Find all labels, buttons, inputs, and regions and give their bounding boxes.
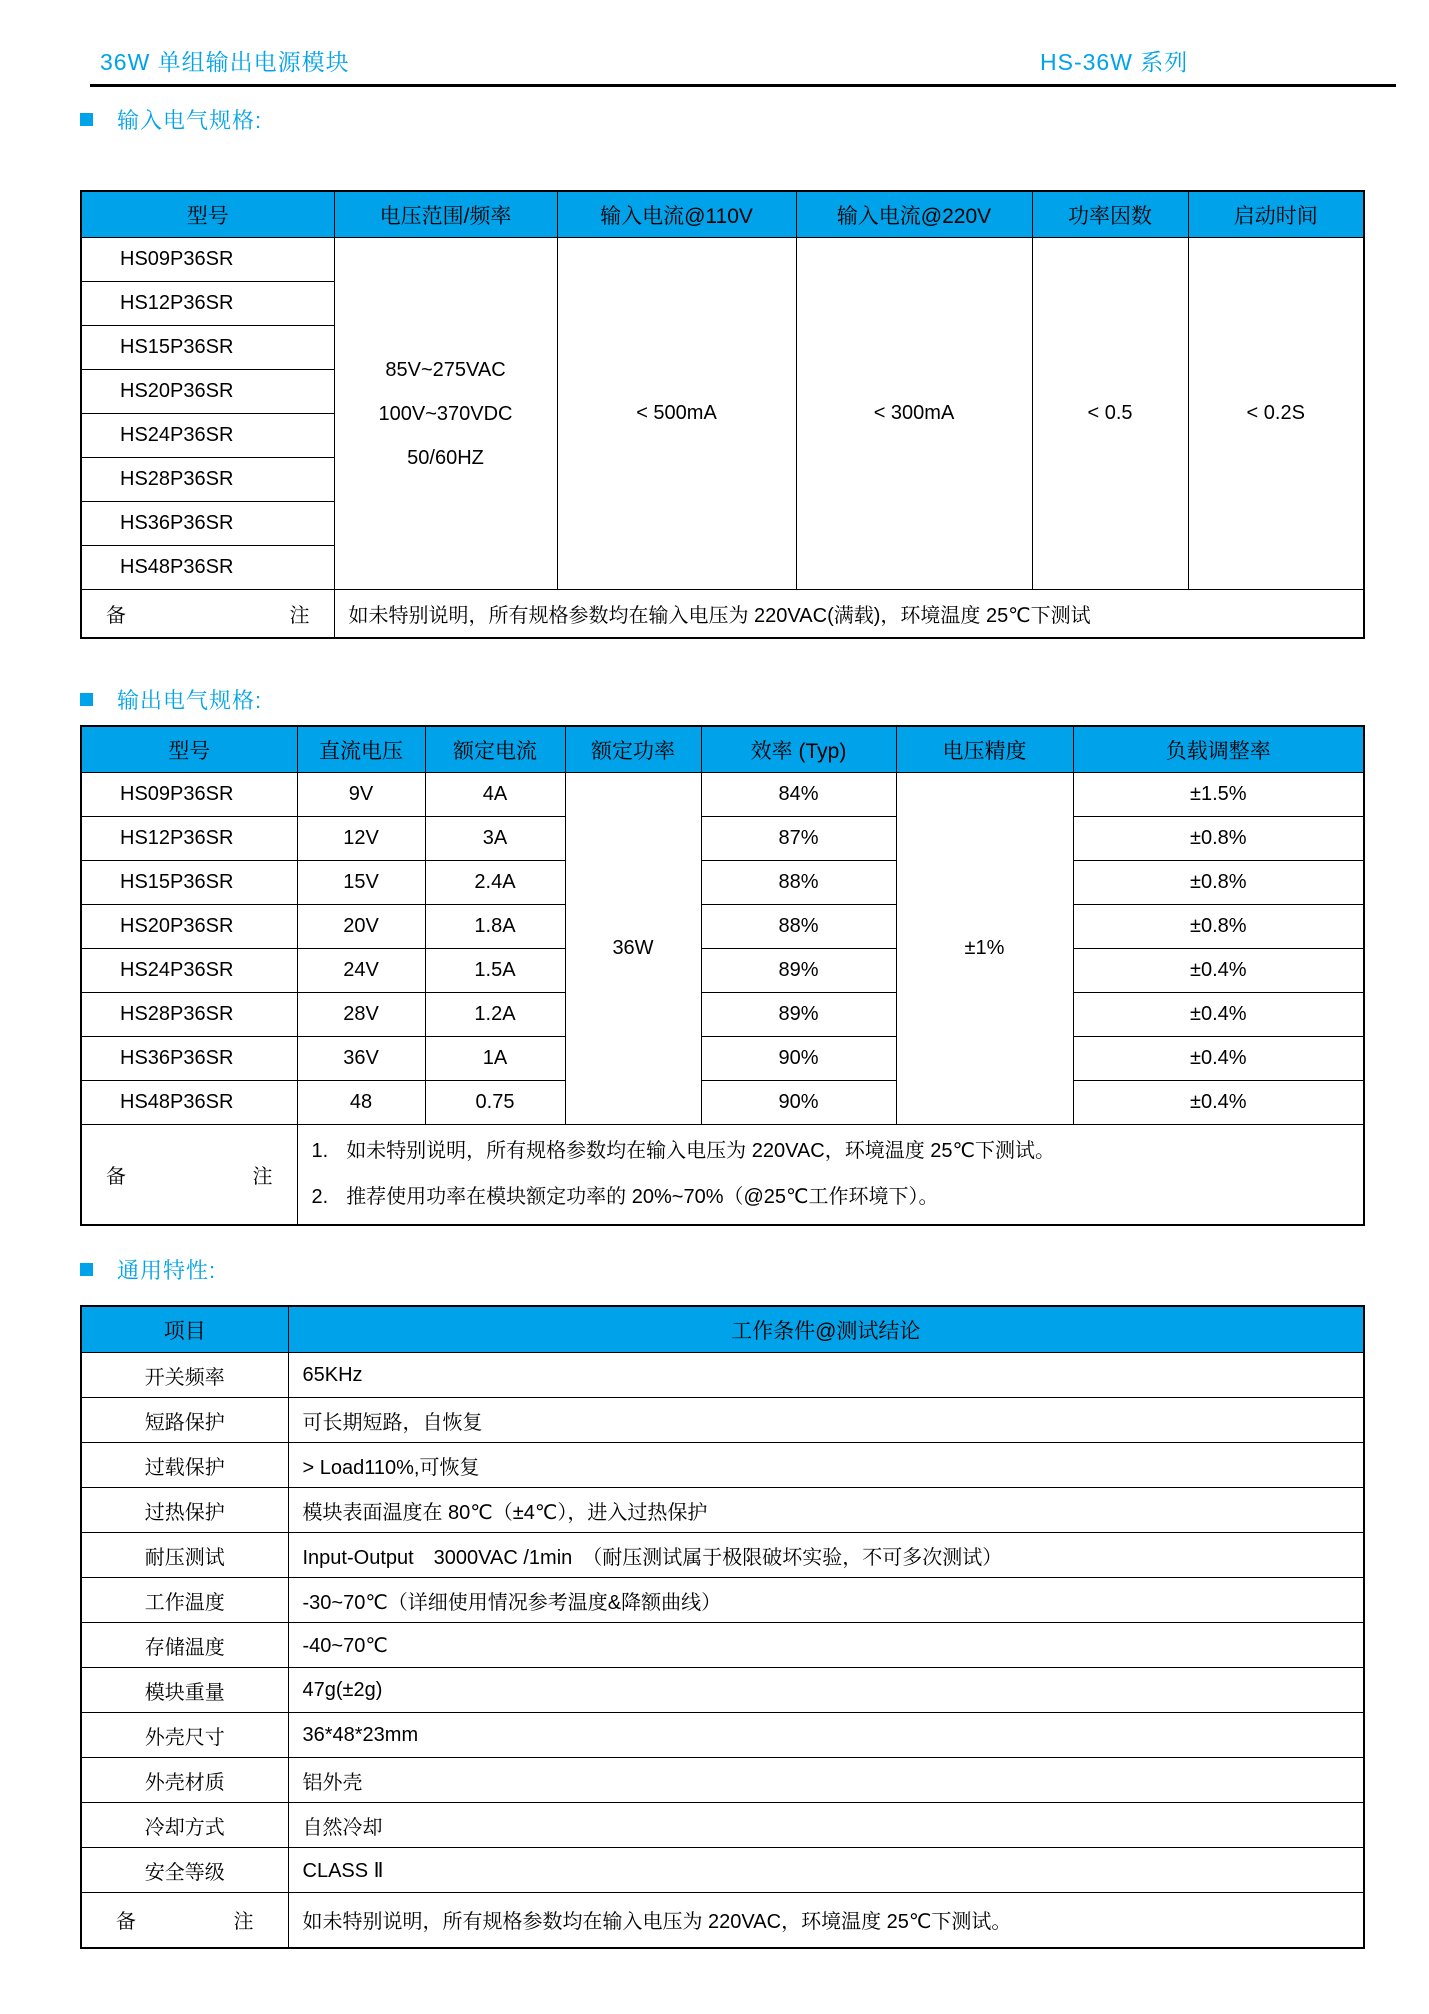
load-regulation-cell: ±0.8%	[1073, 905, 1364, 949]
voltage-range-line: 85V~275VAC	[385, 358, 506, 381]
dc-voltage-cell: 48	[297, 1081, 425, 1125]
rated-current-cell: 1.2A	[425, 993, 565, 1037]
note-text: 如未特别说明，所有规格参数均在输入电压为 220VAC，环境温度 25℃下测试。	[346, 1140, 1056, 1163]
efficiency-cell: 90%	[701, 1037, 896, 1081]
load-regulation-cell: ±0.4%	[1073, 1037, 1364, 1081]
header-model: 型号	[81, 726, 297, 773]
efficiency-cell: 88%	[701, 861, 896, 905]
note-row	[81, 1893, 1364, 1948]
item-cell: 安全等级	[81, 1848, 288, 1893]
voltage-range-cell	[334, 238, 557, 590]
load-regulation-cell: ±0.4%	[1073, 993, 1364, 1037]
value-cell: -30~70℃（详细使用情况参考温度&降额曲线）	[288, 1578, 1364, 1623]
item-cell: 耐压测试	[81, 1533, 288, 1578]
table-row	[81, 238, 1364, 282]
section-title-general-characteristics	[80, 1254, 216, 1285]
square-bullet-icon	[80, 113, 93, 126]
table-row	[81, 905, 1364, 949]
header-load-regulation: 负载调整率	[1073, 726, 1364, 773]
rated-current-cell: 2.4A	[425, 861, 565, 905]
header-input-current-110v: 输入电流@110V	[557, 191, 796, 238]
value-cell: 可长期短路，自恢复	[288, 1398, 1364, 1443]
note-text-cell: 如未特别说明，所有规格参数均在输入电压为 220VAC(满载)，环境温度 25℃下测试	[334, 590, 1364, 638]
model-cell: HS36P36SR	[81, 1037, 297, 1081]
note-label-char: 备	[106, 604, 126, 627]
table-row	[81, 949, 1364, 993]
header-rated-power: 额定功率	[565, 726, 701, 773]
note-label-char: 注	[289, 604, 310, 627]
item-cell: 短路保护	[81, 1398, 288, 1443]
load-regulation-cell: ±0.4%	[1073, 949, 1364, 993]
item-cell: 存储温度	[81, 1623, 288, 1668]
efficiency-cell: 84%	[701, 773, 896, 817]
page-title-right: HS-36W 系列	[1040, 49, 1189, 75]
item-cell: 过热保护	[81, 1488, 288, 1533]
note-label-char: 注	[252, 1165, 273, 1188]
note-label-char: 备	[116, 1911, 136, 1934]
note-label-cell	[81, 590, 334, 638]
section-title-label: 输出电气规格:	[117, 688, 263, 713]
rated-current-cell: 3A	[425, 817, 565, 861]
model-cell: HS20P36SR	[81, 905, 297, 949]
header-rule	[90, 84, 1396, 87]
item-cell: 过载保护	[81, 1443, 288, 1488]
dc-voltage-cell: 28V	[297, 993, 425, 1037]
note-label-char: 注	[233, 1911, 254, 1934]
efficiency-cell: 89%	[701, 949, 896, 993]
item-cell: 模块重量	[81, 1668, 288, 1713]
header-power-factor: 功率因数	[1032, 191, 1188, 238]
power-factor-cell: < 0.5	[1032, 238, 1188, 590]
table-row	[81, 1848, 1364, 1893]
model-cell: HS20P36SR	[81, 370, 334, 414]
rated-current-cell: 1.5A	[425, 949, 565, 993]
general-characteristics-table	[80, 1305, 1365, 1949]
value-cell: CLASS Ⅱ	[288, 1848, 1364, 1893]
value-cell: > Load110%,可恢复	[288, 1443, 1364, 1488]
table-header-row	[81, 1306, 1364, 1353]
table-header-row	[81, 191, 1364, 238]
header-voltage-range: 电压范围/频率	[334, 191, 557, 238]
dc-voltage-cell: 9V	[297, 773, 425, 817]
dc-voltage-cell: 20V	[297, 905, 425, 949]
voltage-range-line: 100V~370VDC	[378, 402, 513, 425]
note-text-cell	[297, 1125, 1364, 1225]
value-cell: 铝外壳	[288, 1758, 1364, 1803]
table-row	[81, 817, 1364, 861]
value-cell: 36*48*23mm	[288, 1713, 1364, 1758]
note-line	[298, 1128, 1364, 1174]
value-cell: 47g(±2g)	[288, 1668, 1364, 1713]
item-cell: 外壳尺寸	[81, 1713, 288, 1758]
note-label-char: 备	[106, 1165, 126, 1188]
header-startup-time: 启动时间	[1188, 191, 1364, 238]
efficiency-cell: 88%	[701, 905, 896, 949]
voltage-range-line: 50/60HZ	[407, 446, 484, 469]
item-cell: 冷却方式	[81, 1803, 288, 1848]
model-cell: HS24P36SR	[81, 414, 334, 458]
value-cell: -40~70℃	[288, 1623, 1364, 1668]
input-spec-table	[80, 190, 1365, 639]
header-model: 型号	[81, 191, 334, 238]
load-regulation-cell: ±0.4%	[1073, 1081, 1364, 1125]
model-cell: HS48P36SR	[81, 546, 334, 590]
table-row	[81, 1398, 1364, 1443]
header-efficiency: 效率 (Typ)	[701, 726, 896, 773]
square-bullet-icon	[80, 693, 93, 706]
note-number: 1.	[311, 1140, 329, 1163]
model-cell: HS09P36SR	[81, 773, 297, 817]
rated-current-cell: 1.8A	[425, 905, 565, 949]
section-title-input-spec	[80, 104, 262, 135]
item-cell: 工作温度	[81, 1578, 288, 1623]
table-row	[81, 1668, 1364, 1713]
dc-voltage-cell: 12V	[297, 817, 425, 861]
note-row	[81, 590, 1364, 638]
rated-current-cell: 1A	[425, 1037, 565, 1081]
section-title-label: 输入电气规格:	[117, 108, 263, 133]
note-label-cell	[81, 1893, 288, 1948]
item-cell: 开关频率	[81, 1353, 288, 1398]
square-bullet-icon	[80, 1263, 93, 1276]
note-text: 推荐使用功率在模块额定功率的 20%~70%（@25℃工作环境下）。	[346, 1186, 939, 1209]
model-cell: HS15P36SR	[81, 861, 297, 905]
model-cell: HS12P36SR	[81, 282, 334, 326]
value-cell: Input-Output 3000VAC /1min （耐压测试属于极限破坏实验，不可多次测试）	[288, 1533, 1364, 1578]
table-row	[81, 1623, 1364, 1668]
header-rated-current: 额定电流	[425, 726, 565, 773]
input-current-110v-cell: < 500mA	[557, 238, 796, 590]
table-row	[81, 1037, 1364, 1081]
table-header-row	[81, 726, 1364, 773]
voltage-precision-cell: ±1%	[896, 773, 1073, 1125]
value-cell: 模块表面温度在 80℃（±4℃），进入过热保护	[288, 1488, 1364, 1533]
table-row	[81, 861, 1364, 905]
table-row	[81, 1758, 1364, 1803]
note-row	[81, 1125, 1364, 1225]
load-regulation-cell: ±0.8%	[1073, 861, 1364, 905]
rated-current-cell: 4A	[425, 773, 565, 817]
header-voltage-precision: 电压精度	[896, 726, 1073, 773]
table-row	[81, 1081, 1364, 1125]
model-cell: HS28P36SR	[81, 993, 297, 1037]
table-row	[81, 1533, 1364, 1578]
section-title-label: 通用特性:	[117, 1258, 217, 1283]
note-number: 2.	[311, 1186, 329, 1209]
model-cell: HS28P36SR	[81, 458, 334, 502]
note-label-cell	[81, 1125, 297, 1225]
section-title-output-spec	[80, 684, 262, 715]
table-row	[81, 1353, 1364, 1398]
item-cell: 外壳材质	[81, 1758, 288, 1803]
page-title-left: 36W 单组输出电源模块	[100, 49, 350, 75]
efficiency-cell: 87%	[701, 817, 896, 861]
table-row	[81, 1803, 1364, 1848]
header-dc-voltage: 直流电压	[297, 726, 425, 773]
model-cell: HS24P36SR	[81, 949, 297, 993]
table-row	[81, 1443, 1364, 1488]
load-regulation-cell: ±0.8%	[1073, 817, 1364, 861]
value-cell: 65KHz	[288, 1353, 1364, 1398]
header-input-current-220v: 输入电流@220V	[796, 191, 1032, 238]
dc-voltage-cell: 24V	[297, 949, 425, 993]
table-row	[81, 773, 1364, 817]
table-row	[81, 1713, 1364, 1758]
rated-power-cell: 36W	[565, 773, 701, 1125]
startup-time-cell: < 0.2S	[1188, 238, 1364, 590]
load-regulation-cell: ±1.5%	[1073, 773, 1364, 817]
efficiency-cell: 90%	[701, 1081, 896, 1125]
dc-voltage-cell: 36V	[297, 1037, 425, 1081]
table-row	[81, 1488, 1364, 1533]
header-condition: 工作条件@测试结论	[288, 1306, 1364, 1353]
table-row	[81, 993, 1364, 1037]
header-item: 项目	[81, 1306, 288, 1353]
dc-voltage-cell: 15V	[297, 861, 425, 905]
model-cell: HS12P36SR	[81, 817, 297, 861]
rated-current-cell: 0.75	[425, 1081, 565, 1125]
output-spec-table	[80, 725, 1365, 1226]
note-text-cell: 如未特别说明，所有规格参数均在输入电压为 220VAC，环境温度 25℃下测试。	[288, 1893, 1364, 1948]
efficiency-cell: 89%	[701, 993, 896, 1037]
note-line	[298, 1174, 1364, 1220]
table-row	[81, 1578, 1364, 1623]
input-current-220v-cell: < 300mA	[796, 238, 1032, 590]
model-cell: HS15P36SR	[81, 326, 334, 370]
value-cell: 自然冷却	[288, 1803, 1364, 1848]
model-cell: HS36P36SR	[81, 502, 334, 546]
model-cell: HS09P36SR	[81, 238, 334, 282]
model-cell: HS48P36SR	[81, 1081, 297, 1125]
